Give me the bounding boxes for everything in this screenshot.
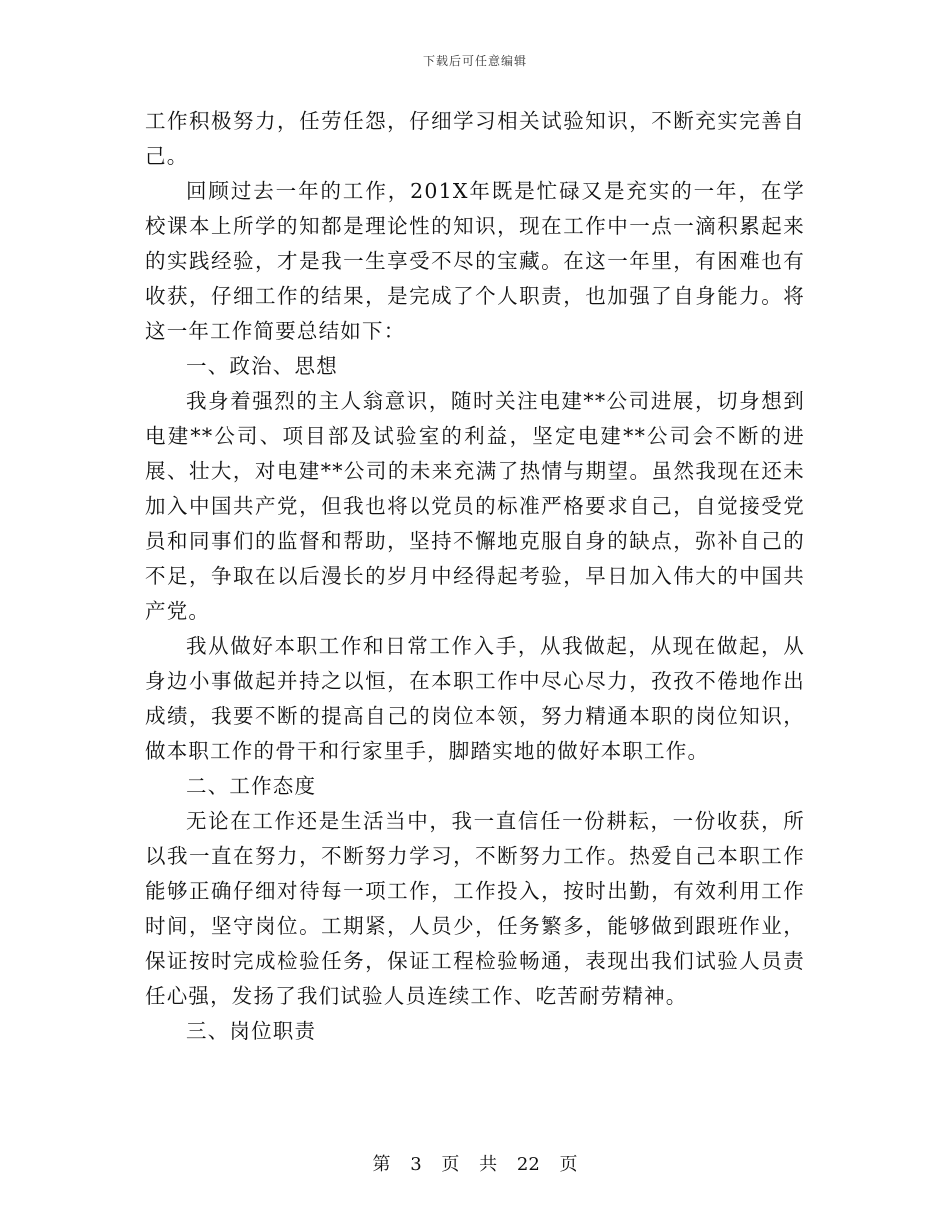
paragraph-duty: 我从做好本职工作和日常工作入手，从我做起，从现在做起，从身边小事做起并持之以恒，在本职工作中尽心尽力，孜孜不倦地作出成绩，我要不断的提高自己的岗位本领，努力精通本职的岗位知识，做本职工作的骨干和行家里手，脚踏实地的做好本职工作。 <box>145 634 805 763</box>
footer-total-word: 共 <box>479 1154 498 1175</box>
paragraph-review: 回顾过去一年的工作，201X年既是忙碌又是充实的一年，在学校课本上所学的知都是理论性的知识，现在工作中一点一滴积累起来的实践经验，才是我一生享受不尽的宝藏。在这一年里，有困难也有收获，仔细工作的结果，是完成了个人职责，也加强了自身能力。将这一年工作简要总结如下： <box>145 179 805 343</box>
footer-page-word: 页 <box>441 1154 460 1175</box>
document-body <box>145 104 805 1049</box>
page-header-note: 下载后可任意编辑 <box>422 54 527 68</box>
footer-suffix: 页 <box>559 1154 578 1175</box>
current-page-number: 3 <box>410 1154 422 1175</box>
section-heading-attitude: 二、工作态度 <box>186 774 317 798</box>
paragraph-continuation: 工作积极努力，任劳任怨，仔细学习相关试验知识，不断充实完善自己。 <box>145 109 805 168</box>
page-number-footer <box>0 1150 950 1176</box>
footer-prefix: 第 <box>372 1154 391 1175</box>
total-page-count: 22 <box>516 1154 540 1175</box>
paragraph-politics: 我身着强烈的主人翁意识，随时关注电建**公司进展，切身想到电建**公司、项目部及试验室的利益，坚定电建**公司会不断的进展、壮大，对电建**公司的未来充满了热情与期望。虽然我现在还未加入中国共产党，但我也将以党员的标准严格要求自己，自觉接受党员和同事们的监督和帮助，坚持不懈地克服自身的缺点，弥补自己的不足，争取在以后漫长的岁月中经得起考验，早日加入伟大的中国共产党。 <box>145 389 805 623</box>
section-heading-responsibility: 三、岗位职责 <box>186 1019 317 1043</box>
section-heading-politics: 一、政治、思想 <box>186 354 338 378</box>
paragraph-attitude: 无论在工作还是生活当中，我一直信任一份耕耘，一份收获，所以我一直在努力，不断努力学习，不断努力工作。热爱自己本职工作能够正确仔细对待每一项工作，工作投入，按时出勤，有效利用工作时间，坚守岗位。工期紧，人员少，任务繁多，能够做到跟班作业，保证按时完成检验任务，保证工程检验畅通，表现出我们试验人员责任心强，发扬了我们试验人员连续工作、吃苦耐劳精神。 <box>145 809 805 1008</box>
